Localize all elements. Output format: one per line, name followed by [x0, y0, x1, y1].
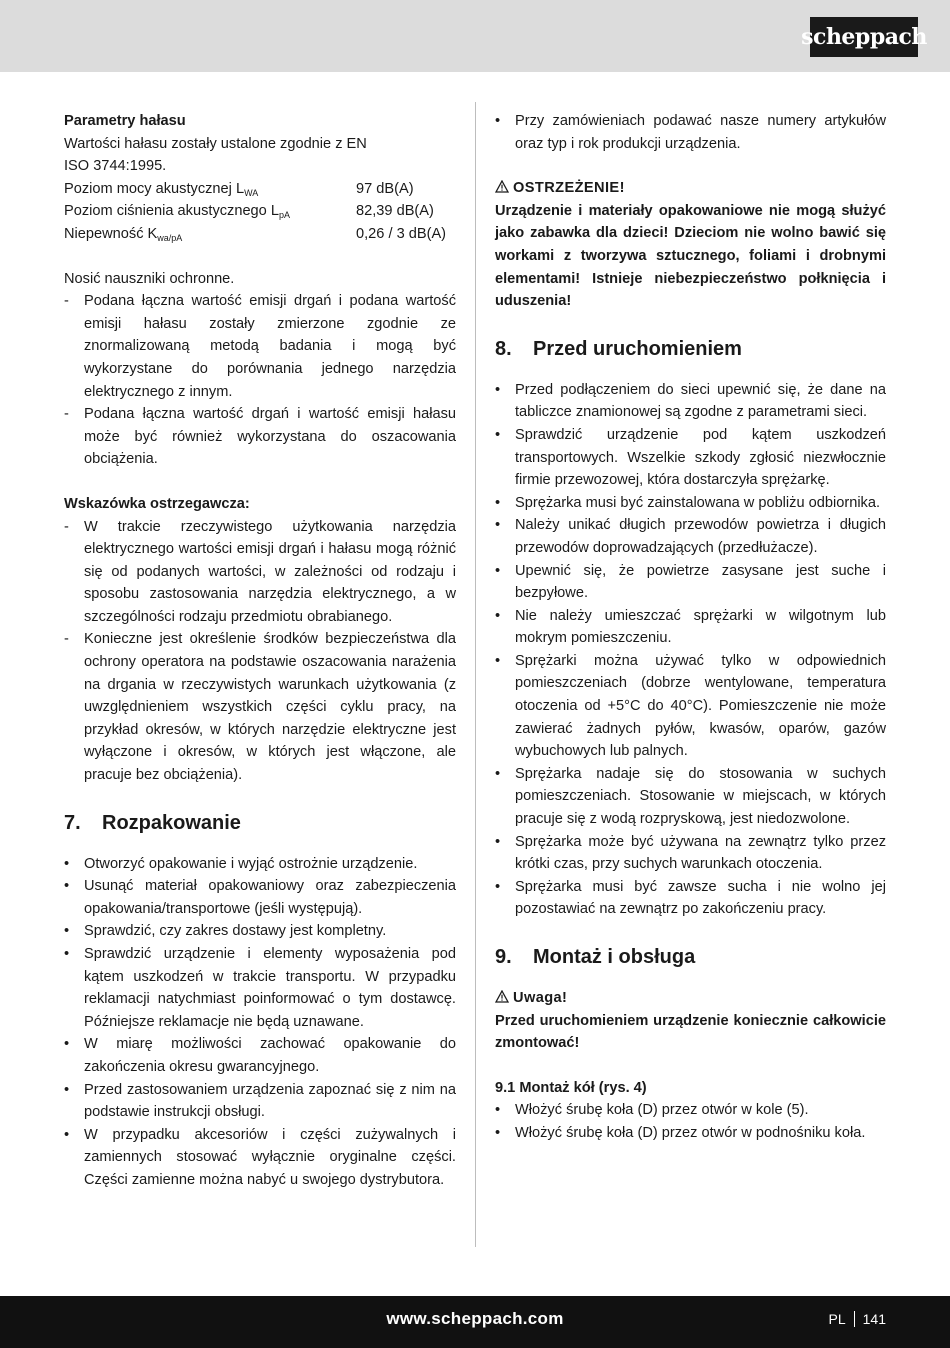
param-value: 0,26 / 3 dB(A)	[356, 225, 447, 242]
warning-heading: OSTRZEŻENIE!	[495, 177, 886, 200]
list-item: • Włożyć śrubę koła (D) przez otwór w kole (5).	[495, 1102, 809, 1119]
header-bar	[0, 0, 950, 72]
website-link[interactable]: www.scheppach.com	[386, 1309, 564, 1328]
warning-triangle-icon	[495, 180, 509, 193]
list-item: - Podana łączna wartość drgań i wartość emisji hałasu może być również wykorzystana do oszacowania obciążenia.	[64, 406, 456, 468]
right-column	[495, 110, 886, 1145]
footer-bar	[0, 1296, 950, 1348]
list-item: • Włożyć śrubę koła (D) przez otwór w podnośniku koła.	[495, 1124, 866, 1141]
page-indicator	[829, 1311, 886, 1327]
warning-text: Urządzenie i materiały opakowaniowe nie mogą służyć jako zabawka dla dzieci! Dzieciom nie wolno bawić się workami z tworzywa sztucznego, foliami i drobnymi elementami! Istnieje niebezpieczeństwo połknięcia i uduszenia!	[495, 202, 886, 310]
caution-text: Przed uruchomieniem urządzenie koniecznie całkowicie zmontować!	[495, 1012, 886, 1052]
noise-params	[64, 178, 456, 246]
subsection-title: 9.1 Montaż kół (rys. 4)	[495, 1079, 647, 1096]
list-item: • Sprężarka nadaje się do stosowania w suchych pomieszczeniach. Stosowanie w miejscach, w których pracuje się z wodą rozpryskową, jest niedozwolone.	[495, 765, 886, 828]
list-item: • Przed zastosowaniem urządzenia zapoznać się z nim na podstawie instrukcji obsługi.	[64, 1081, 456, 1121]
list-item: • Usunąć materiał opakowaniowy oraz zabezpieczenia opakowania/transportowe (jeśli występują).	[64, 878, 456, 917]
list-item: • Należy unikać długich przewodów powietrza i długich przewodów doprowadzających (przedłużacze).	[495, 517, 886, 556]
list-item: • W przypadku akcesoriów i części zużywalnych i zamiennych stosować wyłącznie oryginalne części. Części zamienne można nabyć u swojego dystrybutora.	[64, 1126, 456, 1188]
language-code: PL	[828, 1311, 846, 1327]
section-8-list	[495, 379, 886, 921]
param-row: Niepewność $K_{wa/pA}$ 0,26 / 3 dB(A)	[64, 223, 456, 246]
noise-intro: Wartości hałasu zostały ustalone zgodnie z EN ISO 3744:1995.	[64, 135, 367, 175]
param-row: Poziom mocy akustycznej $L_{WA}$ 97 dB(A)	[64, 178, 456, 201]
list-item: • Sprawdzić urządzenie pod kątem uszkodzeń transportowych. Wszelkie szkody zgłosić niezwłocznie firmie przewozowej, która dostarczyła sprężarkę.	[495, 426, 886, 489]
caution-heading: Uwaga!	[495, 987, 886, 1010]
section-9-heading: 9. Montaż i obsługa	[495, 946, 696, 968]
brand-logo: scheppach	[810, 17, 918, 57]
list-item: • Przy zamówieniach podawać nasze numery artykułów oraz typ i rok produkcji urządzenia.	[495, 113, 886, 152]
param-value: 82,39 dB(A)	[356, 203, 434, 220]
page-number: 141	[862, 1311, 886, 1327]
list-item: • Sprężarka musi być zawsze sucha i nie wolno jej pozostawiać na zewnątrz po zakończeniu pracy.	[495, 878, 886, 918]
divider	[854, 1311, 855, 1327]
section-7-list	[64, 853, 456, 1192]
left-column	[64, 110, 456, 1192]
column-divider	[475, 102, 476, 1247]
noise-title: Parametry hałasu	[64, 113, 186, 129]
list-item: - Konieczne jest określenie środków bezpieczeństwa dla ochrony operatora na podstawie oszacowania narażenia na drgania w rzeczywistych warunkach użytkowania (z uwzględnieniem wszystkich części cyklu pracy, na przykład okresów, w których narzędzie elektryczne jest wyłączone i okresów, w których jest włączone, ale pracuje bez obciążenia).	[64, 631, 456, 784]
list-item: • W miarę możliwości zachować opakowanie do zakończenia okresu gwarancyjnego.	[64, 1036, 456, 1075]
order-note-list	[495, 110, 886, 155]
param-row: Poziom ciśnienia akustycznego $L_{pA}$ 82,39 dB(A)	[64, 200, 456, 223]
list-item: • Sprawdzić, czy zakres dostawy jest kompletny.	[64, 923, 387, 940]
warning-hint-list	[64, 516, 456, 787]
list-item: • Nie należy umieszczać sprężarki w wilgotnym lub mokrym pomieszczeniu.	[495, 607, 886, 647]
list-item: - W trakcie rzeczywistego użytkowania narzędzia elektrycznego wartości emisji drgań i hałasu mogą różnić się od podanych wartości, w zależności od rodzaju i sposobu zastosowania narzędzia elektrycznego, a w szczególności rodzaju przedmiotu obrabianego.	[64, 518, 456, 625]
list-item: • Upewnić się, że powietrze zasysane jest suche i bezpyłowe.	[495, 562, 886, 602]
section-7-heading: 7. Rozpakowanie	[64, 811, 241, 834]
section-9-list	[495, 1099, 886, 1144]
param-value: 97 dB(A)	[356, 180, 414, 197]
noise-notes-list	[64, 290, 456, 471]
list-item: • Przed podłączeniem do sieci upewnić się, że dane na tabliczce znamionowej są zgodne z parametrami sieci.	[495, 381, 886, 421]
list-item: • Sprężarka może być używana na zewnątrz tylko przez krótki czas, przy suchych warunkach otoczenia.	[495, 833, 886, 873]
list-item: • Sprawdzić urządzenie i elementy wyposażenia pod kątem uszkodzeń w trakcie transportu. W przypadku reklamacji natychmiast poinformować o tym dostawcę. Późniejsze reklamacje nie będą uznawane.	[64, 946, 456, 1030]
section-8-heading: 8. Przed uruchomieniem	[495, 337, 742, 360]
ear-protection-note: Nosić nauszniki ochronne.	[64, 270, 235, 287]
list-item: • Sprężarki można używać tylko w odpowiednich pomieszczeniach (dobrze wentylowane, temperatura otoczenia od +5°C do 40°C). Pomieszczenie nie może zawierać żadnych pyłów, kwasów, oparów, gazów wybuchowych lub palnych.	[495, 652, 886, 760]
list-item: • Otworzyć opakowanie i wyjąć ostrożnie urządzenie.	[64, 855, 418, 872]
list-item: • Sprężarka musi być zainstalowana w pobliżu odbiornika.	[495, 494, 881, 511]
list-item: - Podana łączna wartość emisji drgań i podana wartość emisji hałasu zostały zmierzone zgodnie ze znormalizowaną metodą badania i mogą być wykorzystane do porównania jednego narzędzia elektrycznego z innym.	[64, 293, 456, 400]
warning-triangle-icon	[495, 990, 509, 1003]
warning-hint-title: Wskazówka ostrzegawcza:	[64, 495, 250, 512]
